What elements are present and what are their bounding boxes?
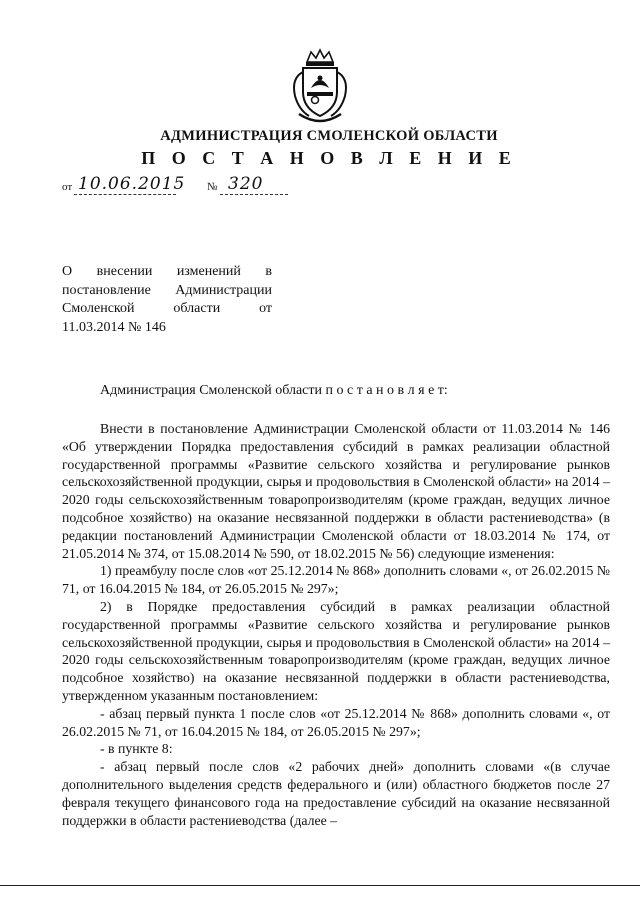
date-prefix: от xyxy=(62,181,73,193)
organization-name: АДМИНИСТРАЦИЯ СМОЛЕНСКОЙ ОБЛАСТИ xyxy=(160,128,498,144)
handwritten-number: 320 xyxy=(228,174,264,194)
number-underline xyxy=(220,194,288,195)
handwritten-date: 10.06.2015 xyxy=(78,174,186,194)
body-paragraph-4: - абзац первый пункта 1 после слов «от 25.12.2014 № 868» дополнить словами «, от 26.02.2015 № 71, от 16.04.2015 № 184, от 26.05.2015 № 297»; xyxy=(62,705,610,739)
date-underline xyxy=(74,194,176,195)
date-number-line xyxy=(62,175,322,197)
subject-line-3: Смоленской области от xyxy=(62,301,272,316)
body-paragraph-1: Внести в постановление Администрации Смоленской области от 11.03.2014 № 146 «Об утверждении Порядка предоставления субсидий в рамках реализации областной государственной программы «Развитие сельского хозяйства и регулирование рынков сельскохозяйственной продукции, сырья и продовольствия в Смоленской области» на 2014 – 2020 годы сельскохозяйственным товаропроизводителям (кроме граждан, ведущих личное подсобное хозяйство) на оказание несвязанной поддержки в области растениеводства» (в редакции постановлений Администрации Смоленской области от 18.03.2014 № 174, от 21.05.2014 № 374, от 15.08.2014 № 590, от 18.02.2015 № 56) следующие изменения: xyxy=(62,421,610,561)
document-body xyxy=(62,420,610,829)
preamble: Администрация Смоленской области п о с т а н о в л я е т: xyxy=(100,383,448,398)
document-type-title: П О С Т А Н О В Л Е Н И Е xyxy=(141,148,517,168)
body-paragraph-2: 1) преамбулу после слов «от 25.12.2014 № 868» дополнить словами «, от 26.02.2015 № 71, от 16.04.2015 № 184, от 26.05.2015 № 297»; xyxy=(62,563,610,597)
number-prefix: № xyxy=(207,181,218,193)
page-bottom-line xyxy=(0,885,640,886)
document-subject xyxy=(62,263,272,337)
body-paragraph-3: 2) в Порядке предоставления субсидий в рамках реализации областной государственной программы «Развитие сельского хозяйства и регулирование рынков сельскохозяйственной продукции, сырья и продовольствия в Смоленской области» на 2014 – 2020 годы сельскохозяйственным товаропроизводителям (кроме граждан, ведущих личное подсобное хозяйство) на оказание несвязанной поддержки в области растениеводства, утвержденном указанным постановлением: xyxy=(62,598,610,703)
body-paragraph-5: - в пункте 8: xyxy=(100,741,173,757)
coat-of-arms-icon xyxy=(285,48,355,126)
subject-line-1: О внесении изменений в xyxy=(62,264,272,279)
subject-line-2: постановление Администрации xyxy=(62,282,272,298)
subject-line-4: 11.03.2014 № 146 xyxy=(62,319,166,335)
body-paragraph-6: - абзац первый после слов «2 рабочих дней» дополнить словами «(в случае дополнительного выделения средств федерального и (или) областного бюджетов после 27 февраля текущего финансового года на предоставление субсидий на оказание несвязанной поддержки в области растениеводства (далее – xyxy=(62,759,610,828)
